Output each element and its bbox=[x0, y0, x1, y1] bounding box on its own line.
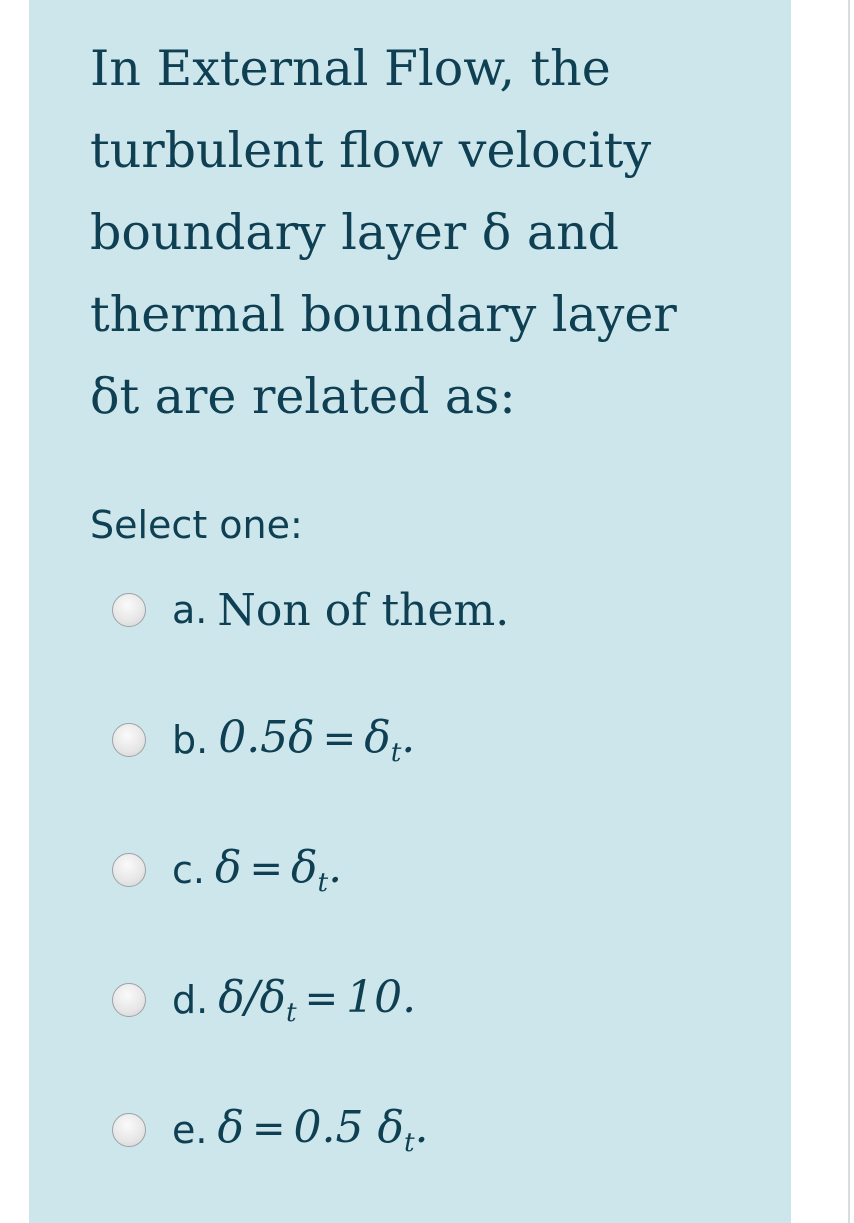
option-e[interactable] bbox=[112, 1100, 429, 1160]
formula-lhs: δ bbox=[214, 841, 242, 893]
formula-rhs: 10 bbox=[346, 971, 403, 1023]
option-a[interactable] bbox=[112, 580, 509, 640]
radio-button[interactable] bbox=[112, 593, 146, 627]
radio-button[interactable] bbox=[112, 723, 146, 757]
option-letter: d. bbox=[172, 978, 209, 1022]
question-line: δt are related as: bbox=[90, 368, 516, 425]
option-formula bbox=[217, 1102, 428, 1158]
formula-subscript: t bbox=[286, 997, 297, 1029]
formula-operator: = bbox=[251, 1105, 286, 1152]
formula-operator: = bbox=[249, 845, 283, 892]
formula-lhs: δ bbox=[217, 1101, 244, 1153]
select-one-label: Select one: bbox=[90, 503, 303, 547]
formula-subscript: t bbox=[403, 1127, 415, 1159]
radio-button[interactable] bbox=[112, 983, 146, 1017]
option-b[interactable] bbox=[112, 710, 415, 770]
question-line: thermal boundary layer bbox=[90, 286, 677, 343]
formula-tail: . bbox=[328, 841, 343, 893]
option-c[interactable] bbox=[112, 840, 342, 900]
formula-lhs: 0.5δ bbox=[218, 711, 315, 763]
formula-subscript: t bbox=[317, 867, 329, 899]
option-formula bbox=[218, 712, 415, 768]
option-text: Non of them. bbox=[217, 584, 510, 636]
formula-operator: = bbox=[304, 975, 339, 1022]
option-d[interactable] bbox=[112, 970, 416, 1030]
formula-tail: . bbox=[414, 1101, 429, 1153]
radio-button[interactable] bbox=[112, 1113, 146, 1147]
scrollbar-edge bbox=[848, 0, 850, 1223]
option-letter: e. bbox=[172, 1108, 208, 1152]
formula-tail: . bbox=[401, 711, 416, 763]
formula-rhs: 0.5 δ bbox=[293, 1101, 404, 1153]
question-line: turbulent flow velocity bbox=[90, 122, 652, 179]
option-letter: a. bbox=[172, 588, 208, 632]
formula-tail: . bbox=[402, 971, 417, 1023]
question-text bbox=[90, 28, 750, 438]
option-letter: b. bbox=[172, 718, 209, 762]
question-line: In External Flow, the bbox=[90, 40, 611, 97]
question-line: boundary layer δ and bbox=[90, 204, 620, 261]
formula-rhs: δ bbox=[291, 841, 318, 893]
option-letter: c. bbox=[172, 848, 205, 892]
formula-operator: = bbox=[322, 715, 357, 762]
option-formula bbox=[215, 842, 342, 898]
formula-rhs: δ bbox=[364, 711, 391, 763]
formula-subscript: t bbox=[390, 737, 402, 769]
formula-lhs: δ/δ bbox=[218, 971, 287, 1023]
radio-button[interactable] bbox=[112, 853, 146, 887]
option-formula bbox=[218, 972, 416, 1028]
